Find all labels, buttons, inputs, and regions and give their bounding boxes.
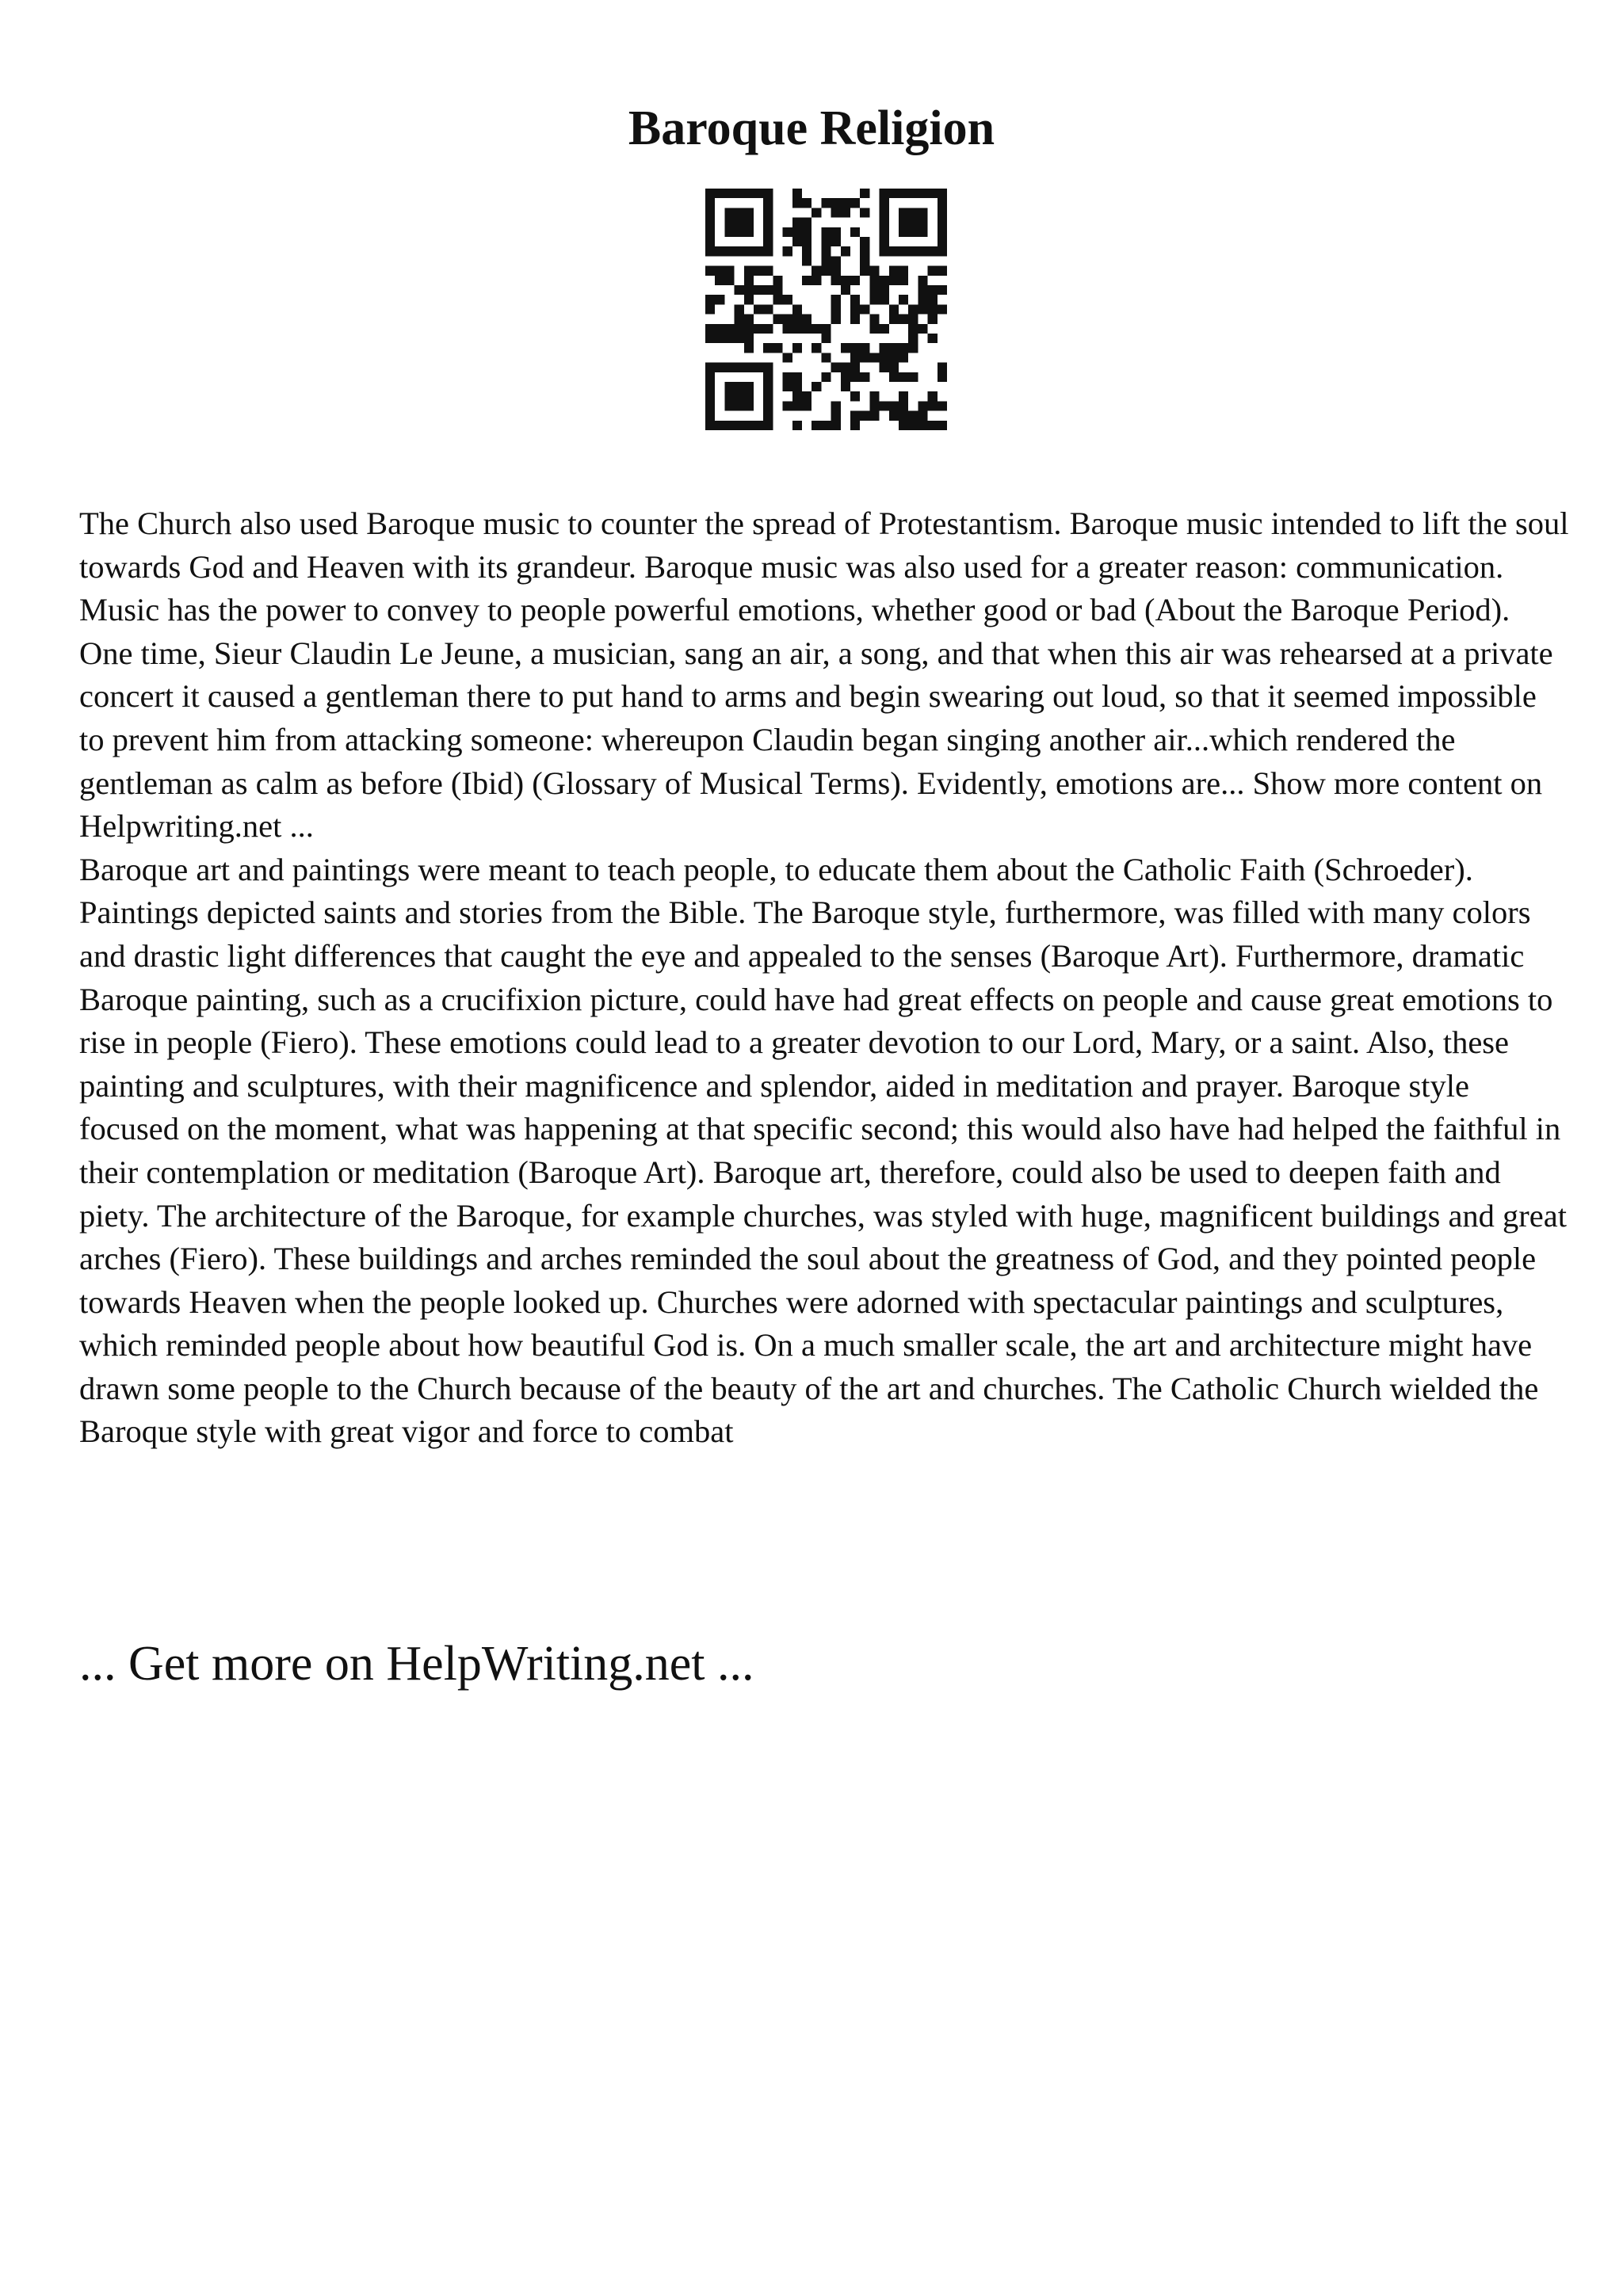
- document-title: Baroque Religion: [628, 101, 995, 155]
- document-body: [79, 502, 1569, 1454]
- body-paragraph-1: The Church also used Baroque music to counter the spread of Protestantism. Baroque music intended to lift the soul towards God and Heaven with its grandeur. Baroque music was also used for a greater reason: communication. Music has the power to convey to people powerful emotions, whether good or bad (About the Baroque Period). One time, Sieur Claudin Le Jeune, a musician, sang an air, a song, and that when this air was rehearsed at a private concert it caused a gentleman there to put hand to arms and begin swearing out loud, so that it seemed impossible to prevent him from attacking someone: whereupon Claudin began singing another air...which rendered the gentleman as calm as before (Ibid) (Glossary of Musical Terms). Evidently, emotions are... Show more content on Helpwriting.net ...: [79, 505, 1569, 845]
- qr-code-icon[interactable]: [705, 189, 947, 430]
- body-paragraph-2: Baroque art and paintings were meant to teach people, to educate them about the Catholic Faith (Schroeder). Paintings depicted saints and stories from the Bible. The Baroque style, furthermore, was filled with many colors and drastic light differences that caught the eye and appealed to the senses (Baroque Art). Furthermore, dramatic Baroque painting, such as a crucifixion picture, could have had great effects on people and cause great emotions to rise in people (Fiero). These emotions could lead to a greater devotion to our Lord, Mary, or a saint. Also, these painting and sculptures, with their magnificence and splendor, aided in meditation and prayer. Baroque style focused on the moment, what was happening at that specific second; this would also have had helped the faithful in their contemplation or meditation (Baroque Art). Baroque art, therefore, could also be used to deepen faith and piety. The architecture of the Baroque, for example churches, was styled with huge, magnificent buildings and great arches (Fiero). These buildings and arches reminded the soul about the greatness of God, and they pointed people towards Heaven when the people looked up. Churches were adorned with spectacular paintings and sculptures, which reminded people about how beautiful God is. On a much smaller scale, the art and architecture might have drawn some people to the Church because of the beauty of the art and churches. The Catholic Church wielded the Baroque style with great vigor and force to combat: [79, 851, 1568, 1450]
- get-more-link[interactable]: ... Get more on HelpWriting.net ...: [79, 1637, 754, 1691]
